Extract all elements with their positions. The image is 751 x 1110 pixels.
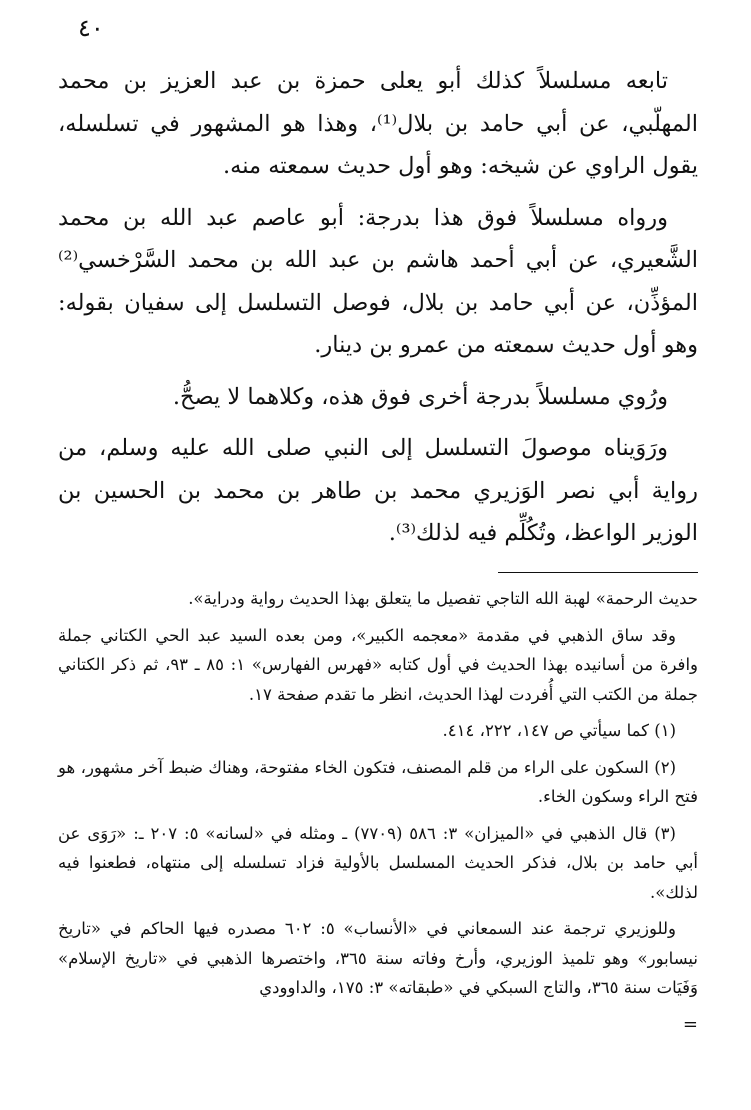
- continuation-mark: =: [682, 1013, 698, 1035]
- body-paragraph: ورواه مسلسلاً فوق هذا بدرجة: أبو عاصم عبد الله بن محمد الشَّعيري، عن أبي أحمد هاشم بن عبد الله بن محمد السَّرْخسي⁽²⁾ المؤذِّن، عن أبي حامد بن بلال، فوصل التسلسل إلى سفيان بقوله: وهو أول حديث سمعته من عمرو بن دينار.: [58, 204, 698, 358]
- main-text: [58, 60, 698, 555]
- book-page: [58, 14, 699, 1035]
- page-number: ٤٠: [78, 14, 104, 42]
- body-paragraph: ورُوي مسلسلاً بدرجة أخرى فوق هذه، وكلاهما لا يصحُّ.: [172, 383, 668, 410]
- footnote: (٣) قال الذهبي في «الميزان» ٣: ٥٨٦ (٧٧٠٩) ـ ومثله في «لسانه» ٥: ٢٠٧ ـ: «رَوَى عن أبي حامد بن بلال، فذكر الحديث المسلسل بالأولية فزاد تسلسله إلى منتهاه، فطعنوا فيه لذلك».: [58, 823, 698, 902]
- footnote: (١) كما سيأتي ص ١٤٧، ٢٢٢، ٤١٤.: [442, 721, 676, 740]
- footnote: (٢) السكون على الراء من قلم المصنف، فتكون الخاء مفتوحة، وهناك ضبط آخر مشهور، هو فتح الراء وسكون الخاء.: [58, 757, 698, 806]
- footnotes: [58, 584, 698, 1039]
- body-paragraph: تابعه مسلسلاً كذلك أبو يعلى حمزة بن عبد العزيز بن محمد المهلّبي، عن أبي حامد بن بلال⁽¹⁾، وهذا هو المشهور في تسلسله، يقول الراوي عن شيخه: وهو أول حديث سمعته منه.: [58, 68, 698, 179]
- footnote: وللوزيري ترجمة عند السمعاني في «الأنساب» ٥: ٦٠٢ مصدره فيها الحاكم في «تاريخ نيسابور» وهو تلميذ الوزيري، وأرخ وفاته سنة ٣٦٥، واختصرها الذهبي في «تاريخ الإسلام» وَفَيَات سنة ٣٦٥، والتاج السبكي في «طبقاته» ٣: ١٧٥، والداوودي: [58, 919, 699, 997]
- footnote-separator: [498, 572, 698, 573]
- footnote: حديث الرحمة» لهبة الله التاجي تفصيل ما يتعلق بهذا الحديث رواية ودراية».: [188, 589, 698, 608]
- footnote: وقد ساق الذهبي في مقدمة «معجمه الكبير»، ومن بعده السيد عبد الحي الكتاني جملة وافرة من أسانيده بهذا الحديث في أول كتابه «فهرس الفهارس» ١: ٨٥ ـ ٩٣، ثم ذكر الكتاني جملة من الكتب التي أُفردت لهذا الحديث، انظر ما تقدم صفحة ١٧.: [58, 625, 698, 704]
- body-paragraph: ورَوَيناه موصولَ التسلسل إلى النبي صلى الله عليه وسلم، من رواية أبي نصر الوَزيري محمد بن طاهر بن محمد بن الحسين بن الوزير الواعظ، وتُكُلِّم فيه لذلك⁽³⁾.: [58, 435, 698, 546]
